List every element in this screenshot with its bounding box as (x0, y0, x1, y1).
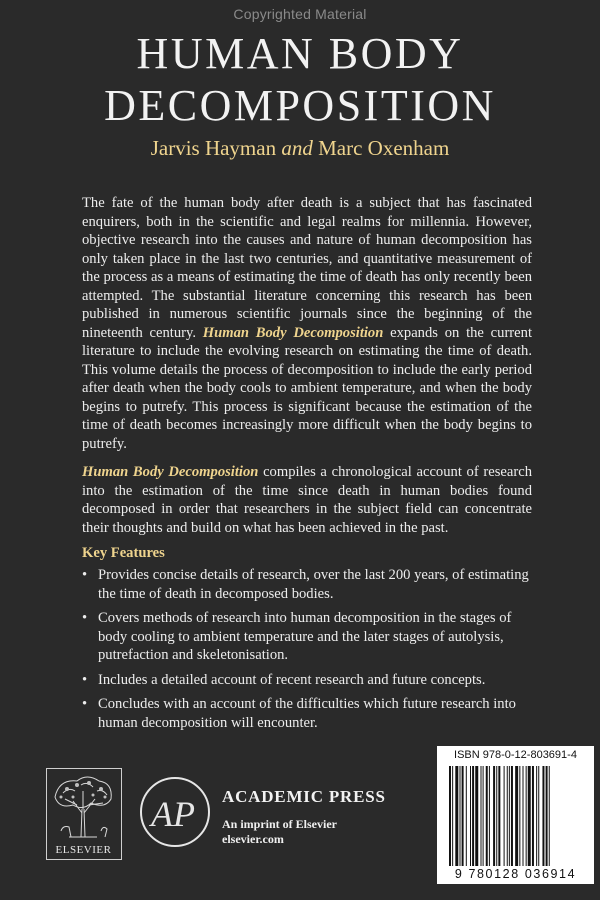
academic-press-ap-icon (137, 768, 213, 860)
p1-text-after: expands on the current literature to include the evolving research on estimating the time of death. This volume details the process of decomposition to include the early period after death when the body cools to ambient temperature, and when the body begins to putrefy. This process is significant because the estimation of the time of death becomes increasingly more difficult when the body begins to putrefy. (82, 324, 532, 452)
key-features-list (82, 566, 532, 738)
imprint-line: An imprint of Elsevier (222, 817, 337, 831)
elsevier-label: ELSEVIER (55, 844, 112, 856)
isbn-barcode-box (437, 746, 594, 884)
authors (0, 136, 600, 161)
elsevier-tree-icon (47, 769, 120, 841)
key-feature-item (82, 671, 532, 690)
author-2: Marc Oxenham (318, 136, 450, 160)
bullet-icon: • (82, 567, 88, 583)
key-feature-text: Includes a detailed account of recent research and future concepts. (98, 671, 486, 688)
key-feature-text: Concludes with an account of the difficulties which future research into human decomposition will encounter. (98, 696, 516, 731)
key-feature-item (82, 566, 532, 603)
title-line-2: DECOMPOSITION (104, 81, 496, 130)
author-conjunction: and (281, 136, 313, 160)
bullet-icon: • (82, 610, 88, 626)
publisher-name: ACADEMIC PRESS (222, 787, 386, 806)
p2-title-emphasis: Human Body Decomposition (82, 464, 259, 480)
p2-text-after: compiles a chronological account of research into the estimation of the time since death in human bodies found decomposed in order that researchers in the subject field can concentrate their thoughts and build on what has been achieved in the past. (82, 464, 532, 536)
ap-monogram: AP (151, 794, 195, 834)
publisher-imprint (222, 817, 337, 847)
p1-title-emphasis: Human Body Decomposition (202, 324, 384, 341)
p1-text-before: The fate of the human body after death is a subject that has fascinated enquirers, both in the scientific and legal realms for millennia. However, objective research into the causes and nature of human decomposition has only taken place in the last two centuries, and quantitative measurement of the process as a means of estimating the time of death has only recently been attempted. The substantial literature concerning this research has been published in numerous scientific journals since the beginning of the nineteenth century. (82, 195, 532, 341)
key-feature-text: Covers methods of research into human decomposition in the stages of body cooling to ambient temperature and the later stages of autolysis, putrefaction and skeletonisation. (98, 610, 512, 663)
barcode-icon (447, 766, 587, 868)
isbn-label: ISBN 978-0-12-803691-4 (454, 749, 577, 761)
bullet-icon: • (82, 696, 88, 712)
author-1: Jarvis Hayman (150, 136, 277, 160)
title-line-1: HUMAN BODY (136, 29, 464, 78)
key-feature-item (82, 609, 532, 665)
description-paragraph-2 (82, 463, 532, 537)
publisher-website: elsevier.com (222, 832, 284, 846)
bullet-icon: • (82, 671, 88, 688)
description-paragraph-1 (82, 194, 532, 453)
key-feature-text: Provides concise details of research, over the last 200 years, of estimating the time of death in decomposed bodies. (98, 567, 529, 602)
barcode-digits: 9 780128 036914 (454, 867, 577, 881)
elsevier-logo (46, 768, 122, 860)
book-title (0, 28, 600, 132)
key-feature-item (82, 695, 532, 732)
key-features-heading: Key Features (82, 545, 165, 561)
watermark: Copyrighted Material (233, 6, 367, 22)
